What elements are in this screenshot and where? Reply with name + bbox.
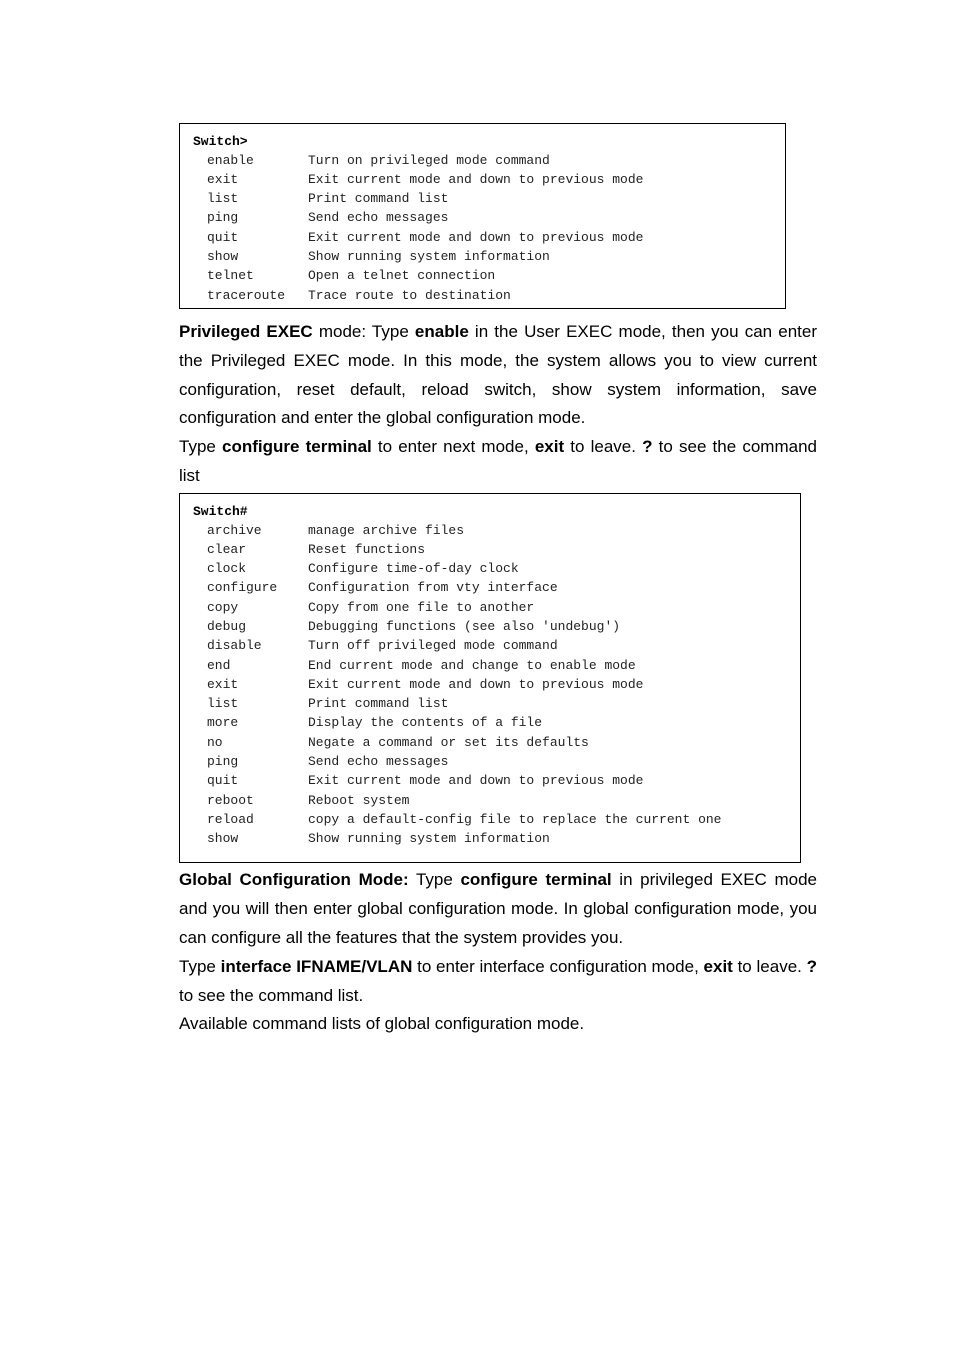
privileged-exec-term: Privileged EXEC — [179, 322, 313, 341]
command-row — [207, 151, 643, 170]
command-row — [207, 752, 721, 771]
text-span: to see the command list. — [179, 985, 364, 1005]
command-name: ping — [207, 754, 239, 770]
command-name: end — [207, 657, 231, 673]
command-description: Reboot system — [308, 792, 410, 808]
command-description: Exit current mode and down to previous mode — [308, 171, 644, 187]
command-name: copy — [207, 599, 239, 615]
command-name: reboot — [207, 792, 254, 808]
command-description: copy a default-config file to replace the current one — [308, 811, 722, 827]
configure-terminal-keyword: configure terminal — [460, 870, 612, 889]
global-config-description — [179, 866, 817, 952]
command-row — [207, 578, 721, 597]
command-row — [207, 656, 721, 675]
text-span: Type — [179, 957, 221, 976]
command-description: Send echo messages — [308, 210, 449, 226]
command-name: quit — [207, 773, 239, 789]
command-name: list — [207, 696, 239, 712]
privileged-exec-command-list — [207, 521, 721, 849]
command-row — [207, 228, 643, 247]
command-description: manage archive files — [308, 522, 465, 538]
user-exec-command-box — [179, 123, 786, 309]
command-name: quit — [207, 229, 239, 245]
command-row — [207, 675, 721, 694]
command-description: Turn off privileged mode command — [308, 638, 558, 654]
command-name: configure — [207, 580, 278, 596]
command-name: ping — [207, 210, 239, 226]
command-description: Turn on privileged mode command — [308, 152, 550, 168]
command-name: debug — [207, 618, 247, 634]
command-name: list — [207, 191, 239, 207]
command-row — [207, 286, 643, 305]
text-span: to enter next mode, — [371, 437, 535, 456]
command-name: exit — [207, 676, 239, 692]
command-row — [207, 636, 721, 655]
command-description: Copy from one file to another — [308, 599, 535, 615]
command-name: exit — [207, 171, 239, 187]
text-span: to see the command list — [179, 437, 817, 485]
interface-keyword: interface IFNAME/VLAN — [220, 957, 413, 976]
command-row — [207, 521, 721, 540]
command-description: Send echo messages — [308, 754, 449, 770]
command-description: Negate a command or set its defaults — [308, 734, 589, 750]
command-name: telnet — [207, 268, 254, 284]
command-description: Show running system information — [308, 831, 550, 847]
command-description: End current mode and change to enable mode — [308, 657, 636, 673]
command-description: Exit current mode and down to previous mode — [308, 676, 644, 692]
command-name: disable — [207, 638, 262, 654]
command-name: reload — [207, 811, 254, 827]
command-row — [207, 266, 643, 285]
command-description: Open a telnet connection — [308, 268, 496, 284]
command-description: Exit current mode and down to previous mode — [308, 773, 644, 789]
command-description: Print command list — [308, 191, 449, 207]
exit-keyword: exit — [703, 957, 733, 976]
command-row — [207, 694, 721, 713]
exit-keyword: exit — [534, 437, 565, 456]
global-config-list-intro: Available command lists of global configuration mode. — [179, 1014, 585, 1033]
command-row — [207, 713, 721, 732]
text-span: to enter interface configuration mode, — [412, 957, 704, 976]
command-name: more — [207, 715, 239, 731]
command-description: Trace route to destination — [308, 287, 511, 303]
command-description: Debugging functions (see also 'undebug') — [308, 618, 621, 634]
command-name: clear — [207, 541, 247, 557]
command-row — [207, 208, 643, 227]
privileged-exec-description — [179, 318, 817, 433]
question-keyword: ? — [642, 437, 653, 456]
command-row — [207, 170, 643, 189]
command-row — [207, 247, 643, 266]
text-span: to leave. — [564, 437, 643, 456]
command-row — [207, 829, 721, 848]
privileged-exec-prompt: Switch# — [193, 504, 248, 519]
command-description: Show running system information — [308, 248, 550, 264]
command-name: traceroute — [207, 287, 286, 303]
text-span: in privileged EXEC mode and you will then enter global configuration mode. In global configuration mode, you can configure all the features that the system provides you. — [179, 870, 817, 947]
configure-terminal-keyword: configure terminal — [222, 437, 372, 456]
command-row — [207, 733, 721, 752]
user-exec-prompt: Switch> — [193, 134, 248, 149]
enable-keyword: enable — [414, 322, 469, 341]
text-span: Type — [179, 437, 223, 456]
text-span: Type — [408, 870, 461, 889]
global-config-term: Global Configuration Mode: — [179, 870, 409, 889]
command-description: Display the contents of a file — [308, 715, 543, 731]
user-exec-command-list — [207, 151, 643, 305]
command-row — [207, 598, 721, 617]
command-description: Configuration from vty interface — [308, 580, 558, 596]
privileged-exec-command-box — [179, 493, 801, 863]
command-name: enable — [207, 152, 254, 168]
command-description: Print command list — [308, 696, 449, 712]
text-span: to leave. — [732, 957, 807, 976]
command-row — [207, 540, 721, 559]
command-row — [207, 559, 721, 578]
command-row — [207, 617, 721, 636]
command-name: archive — [207, 522, 262, 538]
global-config-instructions — [179, 953, 817, 1011]
command-name: clock — [207, 561, 247, 577]
command-description: Configure time-of-day clock — [308, 561, 519, 577]
question-keyword: ? — [806, 957, 817, 976]
command-description: Exit current mode and down to previous mode — [308, 229, 644, 245]
command-row — [207, 189, 643, 208]
privileged-exec-instructions — [179, 433, 817, 491]
text-span: mode: Type — [312, 322, 415, 341]
command-name: show — [207, 831, 239, 847]
command-description: Reset functions — [308, 541, 426, 557]
command-row — [207, 810, 721, 829]
command-row — [207, 791, 721, 810]
command-row — [207, 771, 721, 790]
text-span: in the User EXEC mode, then you can enter the Privileged EXEC mode. In this mode, the system allows you to view current configuration, reset default, reload switch, show system information, save configuration and enter the global configuration mode. — [179, 322, 817, 428]
command-name: show — [207, 248, 239, 264]
command-name: no — [207, 734, 223, 750]
